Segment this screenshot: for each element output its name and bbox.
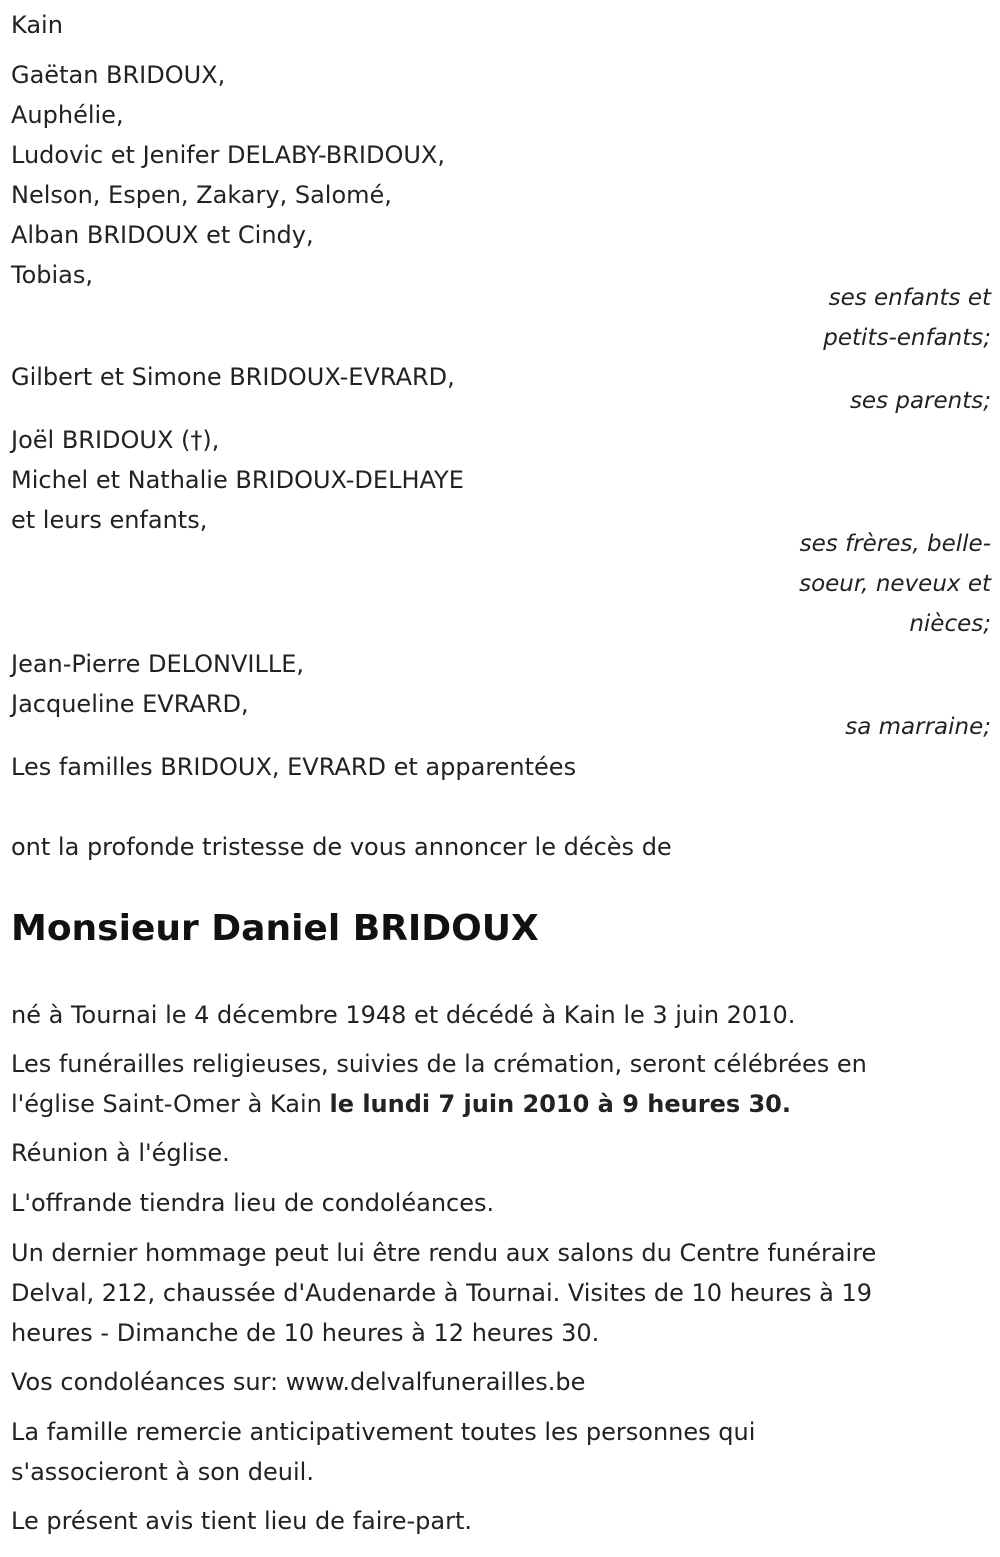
child-name: Alban BRIDOUX et Cindy, xyxy=(11,221,314,249)
birth-death-text: né à Tournai le 4 décembre 1948 et décédé à Kain le 3 juin 2010. xyxy=(11,1001,796,1029)
obituary-notice xyxy=(11,0,991,1557)
funeral-text-line2 xyxy=(11,1089,791,1119)
siblings-role-label: soeur, neveux et xyxy=(799,571,991,597)
condolences-text: Vos condoléances sur: www.delvalfunerailles.be xyxy=(11,1368,586,1396)
grandchild-name: Tobias, xyxy=(11,261,94,289)
sibling-name: Joël BRIDOUX (†), xyxy=(11,426,220,454)
children-role-label: petits-enfants; xyxy=(823,325,991,351)
thanks-text: s'associeront à son deuil. xyxy=(11,1458,314,1486)
funeral-text: Les funérailles religieuses, suivies de la crémation, seront célébrées en xyxy=(11,1050,867,1078)
homage-text: Un dernier hommage peut lui être rendu aux salons du Centre funéraire xyxy=(11,1239,877,1267)
church-location: l'église Saint-Omer à Kain xyxy=(11,1090,330,1118)
sibling-children: et leurs enfants, xyxy=(11,506,208,534)
notice-text: Le présent avis tient lieu de faire-part. xyxy=(11,1507,473,1535)
parents-name: Gilbert et Simone BRIDOUX-EVRARD, xyxy=(11,363,455,391)
godmother-name: Jacqueline EVRARD, xyxy=(11,690,249,718)
families-text: Les familles BRIDOUX, EVRARD et apparentées xyxy=(11,753,577,781)
child-name: Ludovic et Jenifer DELABY-BRIDOUX, xyxy=(11,141,445,169)
homage-text: heures - Dimanche de 10 heures à 12 heures 30. xyxy=(11,1319,600,1347)
grandchildren-names: Nelson, Espen, Zakary, Salomé, xyxy=(11,181,392,209)
siblings-role-label: nièces; xyxy=(909,611,991,637)
siblings-role-label: ses frères, belle- xyxy=(799,531,991,557)
godmother-name: Jean-Pierre DELONVILLE, xyxy=(11,650,305,678)
child-name: Auphélie, xyxy=(11,101,124,129)
homage-text: Delval, 212, chaussée d'Audenarde à Tournai. Visites de 10 heures à 19 xyxy=(11,1279,872,1307)
offering-text: L'offrande tiendra lieu de condoléances. xyxy=(11,1189,495,1217)
meeting-text: Réunion à l'église. xyxy=(11,1139,230,1167)
location-text: Kain xyxy=(11,11,63,39)
children-role-label: ses enfants et xyxy=(828,285,991,311)
sibling-name: Michel et Nathalie BRIDOUX-DELHAYE xyxy=(11,466,464,494)
parents-role-label: ses parents; xyxy=(849,388,991,414)
deceased-name-heading: Monsieur Daniel BRIDOUX xyxy=(11,908,539,949)
announcement-text: ont la profonde tristesse de vous annoncer le décès de xyxy=(11,833,672,861)
child-name: Gaëtan BRIDOUX, xyxy=(11,61,226,89)
funeral-date-time: le lundi 7 juin 2010 à 9 heures 30. xyxy=(329,1090,791,1118)
godmother-role-label: sa marraine; xyxy=(845,714,991,740)
thanks-text: La famille remercie anticipativement toutes les personnes qui xyxy=(11,1418,756,1446)
